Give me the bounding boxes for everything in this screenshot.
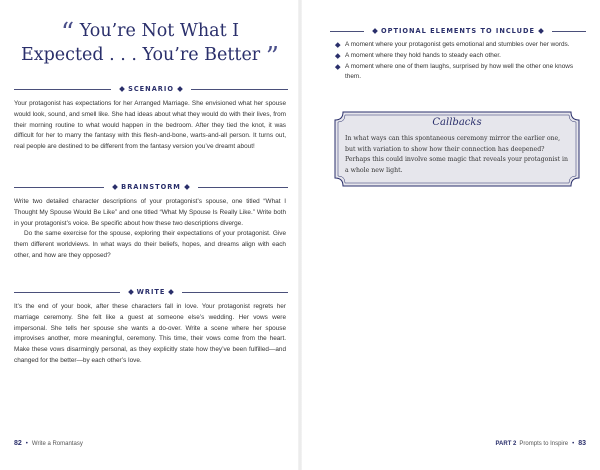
heading-rule-left <box>14 187 104 188</box>
diamond-ornament-icon <box>184 184 190 190</box>
write-heading <box>14 285 288 299</box>
scenario-body <box>14 99 286 153</box>
heading-rule-left <box>330 31 364 32</box>
write-body <box>14 302 286 367</box>
title-line-2: Expected . . . You’re Better <box>20 45 261 65</box>
scenario-heading <box>14 82 288 96</box>
brainstorm-heading <box>14 180 288 194</box>
diamond-bullet-icon <box>335 53 340 58</box>
list-item: A moment where your protagonist gets emotional and stumbles over her words. <box>336 40 586 51</box>
write-paragraph: It’s the end of your book, after these characters fall in love. Your protagonist regrets her marriage ceremony. She felt like a guest at someone else’s wedding. Her vows were impersonal. She tells her spouse she wants a do-over. Write a scene where her spouse improvises another, more meaningful, ceremony. This time, their vows come from the heart. Make these vows disarmingly personal, as they explicitly state how they’ve been fulfilled—and changed for the better—by each other’s love. <box>14 303 286 364</box>
callout-title: Callbacks <box>432 117 482 128</box>
heading-rule-right <box>198 187 288 188</box>
page-title <box>12 18 288 72</box>
diamond-bullet-icon <box>335 42 340 47</box>
diamond-bullet-icon <box>335 64 340 69</box>
page-number: 83 <box>578 440 586 447</box>
page-number: 82 <box>14 440 22 447</box>
list-item: A moment where one of them laughs, surprised by how well the other one knows them. <box>336 62 586 84</box>
callbacks-callout <box>333 110 581 188</box>
list-item: A moment where they hold hands to steady each other. <box>336 51 586 62</box>
diamond-ornament-icon <box>538 28 544 34</box>
diamond-ornament-icon <box>119 86 125 92</box>
diamond-ornament-icon <box>372 28 378 34</box>
heading-rule-left <box>14 89 111 90</box>
write-heading-label: WRITE <box>136 288 166 296</box>
scenario-heading-label: SCENARIO <box>128 85 174 93</box>
scenario-paragraph: Your protagonist has expectations for her Arranged Marriage. She envisioned what her spouse would look, sound, and smell like. She had ideas about what they would do with their lives, from their morning routine to what would happen in the bedroom. After they tied the knot, it was difficult for her to marry the fantasy with this flesh-and-bone, warts-and-all person. It turns out, real people are destined to be different from the fantasy version you’ve dreamt about! <box>14 100 286 151</box>
right-page <box>300 0 600 470</box>
heading-rule-right <box>552 31 586 32</box>
heading-rule-right <box>182 292 288 293</box>
brainstorm-heading-label: BRAINSTORM <box>121 183 181 191</box>
footer-part-label: PART 2 <box>495 440 517 447</box>
footer-book-title: Write a Romantasy <box>31 440 83 447</box>
left-footer <box>14 440 83 447</box>
optional-heading-label: OPTIONAL ELEMENTS TO INCLUDE <box>381 27 535 35</box>
callout-text: In what ways can this spontaneous ceremony mirror the earlier one, but with variation to show how their connection has deepened? Perhaps this could involve some magic that reveals your protagonist in a whole new light. <box>345 135 568 174</box>
footer-part-title: Prompts to Inspire <box>519 440 569 447</box>
title-line-1: You’re Not What I <box>79 21 240 41</box>
brainstorm-paragraph-1: Write two detailed character descriptions of your protagonist’s spouse, one titled “What I Thought My Spouse Would Be Like” and one titled “What My Spouse Is Really Like.” Write both in your protagonist’s voice. Be specific about how these two descriptions diverge. <box>14 198 286 227</box>
footer-separator: • <box>25 440 28 447</box>
heading-rule-right <box>191 89 288 90</box>
optional-elements-list <box>336 40 586 83</box>
diamond-ornament-icon <box>128 289 134 295</box>
diamond-ornament-icon <box>112 184 118 190</box>
brainstorm-body <box>14 197 286 262</box>
title-open-quote: “ <box>60 18 75 48</box>
title-close-quote: ” <box>265 42 280 72</box>
diamond-ornament-icon <box>177 86 183 92</box>
diamond-ornament-icon <box>169 289 175 295</box>
right-footer <box>496 440 587 447</box>
heading-rule-left <box>14 292 120 293</box>
optional-heading <box>330 24 586 38</box>
brainstorm-paragraph-2: Do the same exercise for the spouse, exploring their expectations of your protagonist. Give them different worldviews. In what ways do their beliefs, hopes, and dreams align with each other, and how are they opposed? <box>14 230 286 259</box>
footer-separator: • <box>572 440 575 447</box>
